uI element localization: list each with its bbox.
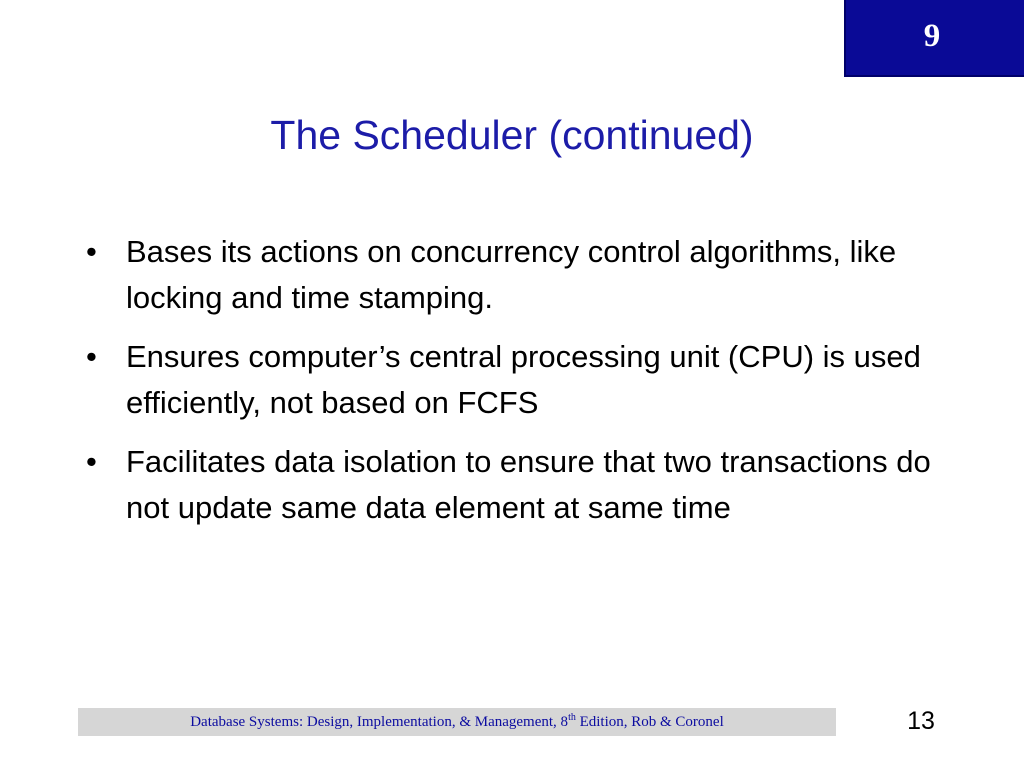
bullet-text: Facilitates data isolation to ensure that two transactions do not update same data element at same time xyxy=(126,444,931,525)
footer-bar xyxy=(78,708,836,736)
bullet-text: Bases its actions on concurrency control algorithms, like locking and time stamping. xyxy=(126,234,897,315)
bullet-list xyxy=(86,229,946,544)
bullet-icon: • xyxy=(86,234,97,269)
chapter-badge xyxy=(844,0,1024,77)
bullet-item xyxy=(86,439,946,531)
bullet-item xyxy=(86,229,946,321)
footer-citation xyxy=(78,708,836,736)
footer-text-main: Database Systems: Design, Implementation, & Management, 8 xyxy=(190,714,569,730)
bullet-item xyxy=(86,334,946,426)
footer-superscript: th xyxy=(568,712,576,723)
slide-title: The Scheduler (continued) xyxy=(270,112,754,158)
bullet-icon: • xyxy=(86,339,97,374)
page-number: 13 xyxy=(907,707,935,735)
bullet-text: Ensures computer’s central processing unit (CPU) is used efficiently, not based on FCFS xyxy=(126,339,921,420)
bullet-icon: • xyxy=(86,444,97,479)
footer-text-end: Edition, Rob & Coronel xyxy=(575,714,724,730)
chapter-number: 9 xyxy=(923,18,941,54)
